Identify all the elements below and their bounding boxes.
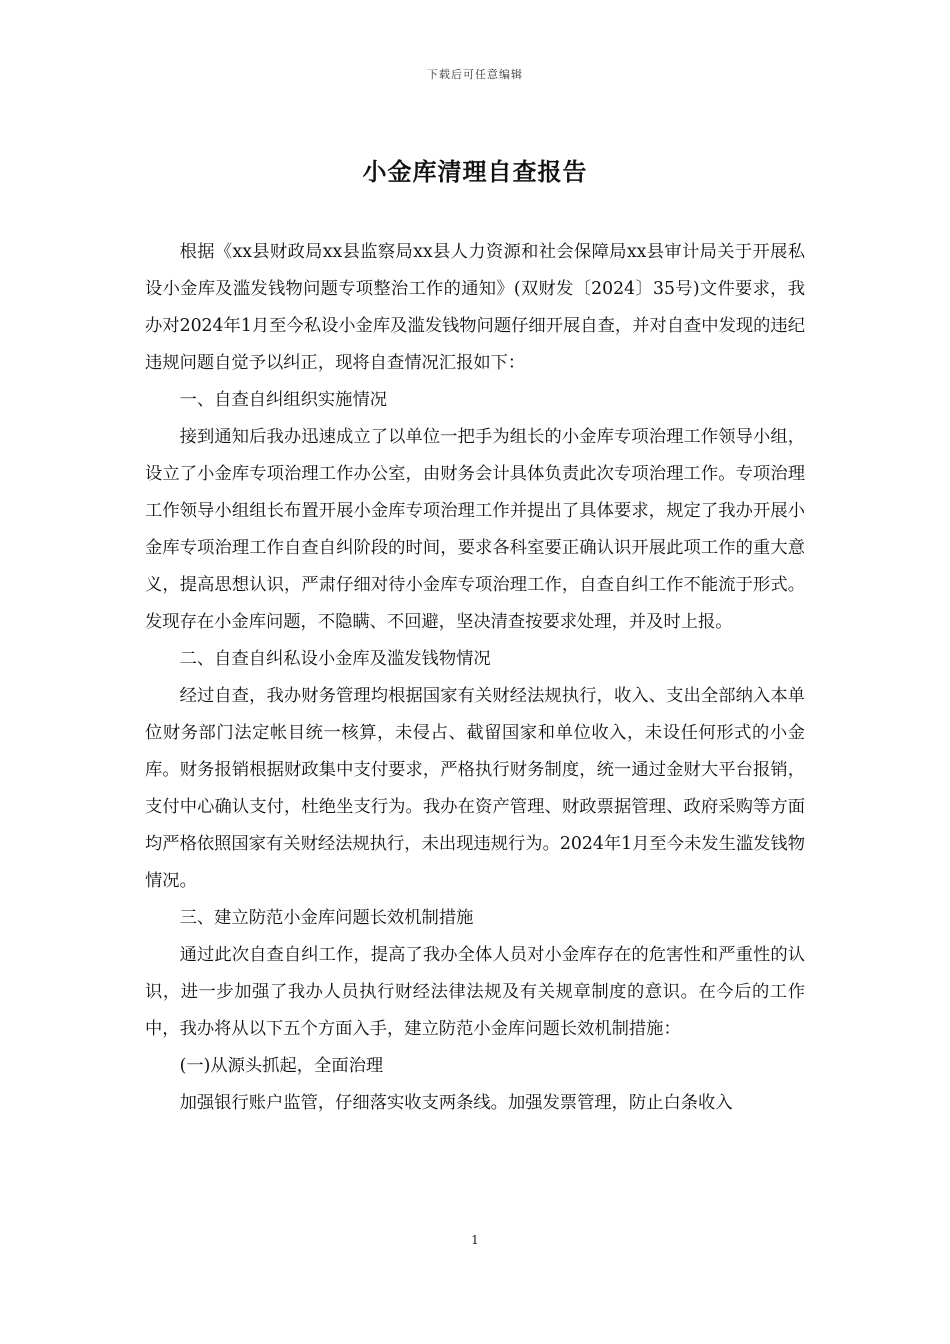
section-heading-3: 三、建立防范小金库问题长效机制措施 (179, 908, 474, 928)
document-title: 小金库清理自查报告 (362, 158, 588, 186)
section-3-paragraph: 通过此次自查自纠工作，提高了我办全体人员对小金库存在的危害性和严重性的认识，进一步加强了我办人员执行财经法律法规及有关规章制度的意识。在今后的工作中，我办将从以下五个方面入手，建立防范小金库问题长效机制措施： (145, 945, 805, 1039)
section-heading-2: 二、自查自纠私设小金库及滥发钱物情况 (179, 649, 491, 669)
section-2-paragraph: 经过自查，我办财务管理均根据国家有关财经法规执行，收入、支出全部纳入本单位财务部门法定帐目统一核算，未侵占、截留国家和单位收入，未设任何形式的小金库。财务报销根据财政集中支付要求，严格执行财务制度，统一通过金财大平台报销，支付中心确认支付，杜绝坐支行为。我办在资产管理、财政票据管理、政府采购等方面均严格依照国家有关财经法规执行，未出现违规行为。2024年1月至今未发生滥发钱物情况。 (145, 686, 805, 891)
subsection-1-paragraph: 加强银行账户监管，仔细落实收支两条线。加强发票管理，防止白条收入 (179, 1093, 733, 1113)
section-heading-1: 一、自查自纠组织实施情况 (179, 390, 387, 410)
document-body (145, 234, 805, 1122)
page-number: 1 (471, 1233, 479, 1247)
header-note: 下载后可任意编辑 (427, 68, 523, 81)
subsection-heading-1: (一)从源头抓起，全面治理 (179, 1056, 384, 1076)
section-1-paragraph: 接到通知后我办迅速成立了以单位一把手为组长的小金库专项治理工作领导小组，设立了小金库专项治理工作办公室，由财务会计具体负责此次专项治理工作。专项治理工作领导小组组长布置开展小金库专项治理工作并提出了具体要求，规定了我办开展小金库专项治理工作自查自纠阶段的时间，要求各科室要正确认识开展此项工作的重大意义，提高思想认识，严肃仔细对待小金库专项治理工作，自查自纠工作不能流于形式。发现存在小金库问题，不隐瞒、不回避，坚决清查按要求处理，并及时上报。 (145, 427, 805, 632)
intro-paragraph: 根据《xx县财政局xx县监察局xx县人力资源和社会保障局xx县审计局关于开展私设小金库及滥发钱物问题专项整治工作的通知》(双财发〔2024〕35号)文件要求，我办对2024年1月至今私设小金库及滥发钱物问题仔细开展自查，并对自查中发现的违纪违规问题自觉予以纠正，现将自查情况汇报如下： (145, 242, 805, 373)
